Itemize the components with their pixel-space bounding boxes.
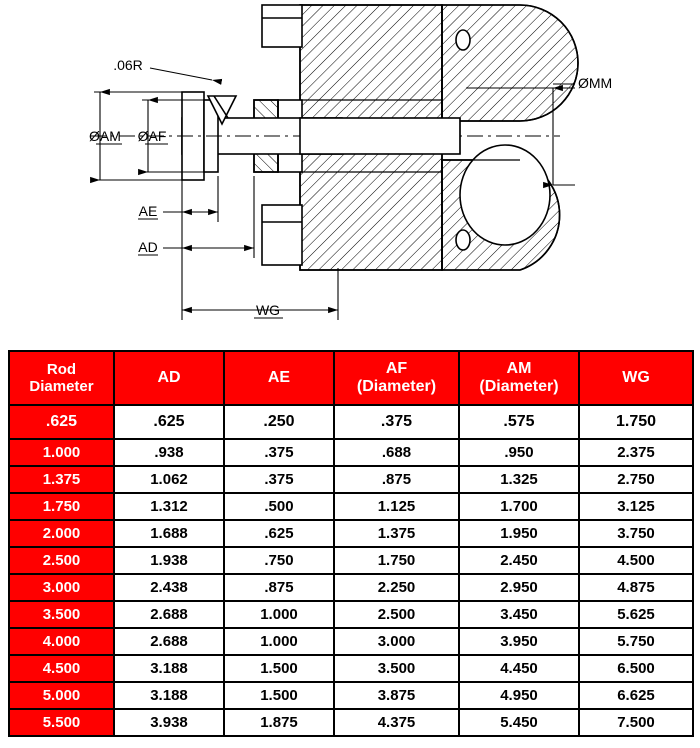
cell-ae: .750 [224,547,334,574]
cell-wg: 3.750 [579,520,693,547]
table-row [9,520,693,547]
cell-wg: 7.500 [579,709,693,736]
cell-ae: 1.500 [224,655,334,682]
cell-ae: .875 [224,574,334,601]
label-radius: .06R [113,57,143,73]
cell-af: 4.375 [334,709,459,736]
cell-wg: 5.625 [579,601,693,628]
cell-am: 2.950 [459,574,579,601]
cell-ad: 1.688 [114,520,224,547]
cell-ae: .375 [224,466,334,493]
cell-wg: 2.750 [579,466,693,493]
cell-ae: 1.000 [224,628,334,655]
label-mm: ØMM [578,75,613,91]
header-rod-diameter-line1: Rod [46,360,77,378]
label-ad: AD [138,239,158,255]
header-am-line2: (Diameter) [479,378,559,395]
cell-ad: 3.188 [114,682,224,709]
cell-am: .575 [459,405,579,439]
cell-am: 1.700 [459,493,579,520]
label-am: ØAM [89,128,121,144]
cell-wg: 5.750 [579,628,693,655]
header-af [334,351,459,405]
cell-wg: 6.625 [579,682,693,709]
cell-ae: 1.875 [224,709,334,736]
cell-wg: 6.500 [579,655,693,682]
cell-ad: 3.938 [114,709,224,736]
cell-rod-diameter: 3.000 [9,574,114,601]
header-rod-diameter-line2: Diameter [29,378,94,395]
table-row [9,682,693,709]
header-af-line1: AF [385,359,408,377]
cell-rod-diameter: 1.750 [9,493,114,520]
header-ae-line1: AE [267,368,291,386]
header-ad-line1: AD [157,368,181,386]
cell-am: 4.950 [459,682,579,709]
cell-rod-diameter: 2.500 [9,547,114,574]
table-row [9,493,693,520]
cell-rod-diameter: 1.375 [9,466,114,493]
cell-ae: .625 [224,520,334,547]
cell-af: .875 [334,466,459,493]
table-row [9,439,693,466]
cell-rod-diameter: 5.000 [9,682,114,709]
cell-ad: 2.688 [114,628,224,655]
cell-am: 4.450 [459,655,579,682]
cell-af: .375 [334,405,459,439]
technical-drawing [0,0,700,345]
cell-wg: 1.750 [579,405,693,439]
spec-table-container [8,350,692,737]
cell-am: 3.950 [459,628,579,655]
header-ae [224,351,334,405]
table-row [9,709,693,736]
cell-ad: 2.438 [114,574,224,601]
header-af-line2: (Diameter) [356,378,437,395]
cell-rod-diameter: 4.500 [9,655,114,682]
label-af: ØAF [137,128,167,144]
cell-af: .688 [334,439,459,466]
cell-ae: 1.500 [224,682,334,709]
cell-am: 3.450 [459,601,579,628]
cell-wg: 4.500 [579,547,693,574]
cell-rod-diameter: 5.500 [9,709,114,736]
cell-af: 1.125 [334,493,459,520]
header-am-line1: AM [506,359,532,377]
cell-wg: 2.375 [579,439,693,466]
table-row [9,628,693,655]
cell-af: 1.750 [334,547,459,574]
cell-af: 3.875 [334,682,459,709]
table-row [9,547,693,574]
cell-rod-diameter: 2.000 [9,520,114,547]
cell-am: .950 [459,439,579,466]
cell-af: 1.375 [334,520,459,547]
table-header [9,351,693,405]
cell-rod-diameter: 3.500 [9,601,114,628]
cell-am: 1.325 [459,466,579,493]
header-wg [579,351,693,405]
cell-af: 2.250 [334,574,459,601]
table-row [9,574,693,601]
table-row [9,466,693,493]
cell-ad: 1.062 [114,466,224,493]
cell-am: 2.450 [459,547,579,574]
cell-ad: 2.688 [114,601,224,628]
cell-ad: 1.938 [114,547,224,574]
cell-wg: 3.125 [579,493,693,520]
cell-ae: 1.000 [224,601,334,628]
cell-am: 5.450 [459,709,579,736]
cell-ae: .500 [224,493,334,520]
table-row [9,405,693,439]
cell-ae: .375 [224,439,334,466]
cell-ad: 3.188 [114,655,224,682]
cell-wg: 4.875 [579,574,693,601]
cell-rod-diameter: 4.000 [9,628,114,655]
label-wg: WG [255,302,281,318]
header-row [9,351,693,405]
cylinder-rod-end-drawing [0,0,700,345]
table-row [9,601,693,628]
rod-dimension-table [8,350,694,737]
table-row [9,655,693,682]
cell-af: 3.500 [334,655,459,682]
cell-af: 3.000 [334,628,459,655]
label-ae: AE [138,203,158,219]
header-ad [114,351,224,405]
cell-ad: .938 [114,439,224,466]
cell-ad: 1.312 [114,493,224,520]
cell-af: 2.500 [334,601,459,628]
cell-ad: .625 [114,405,224,439]
cell-ae: .250 [224,405,334,439]
cell-am: 1.950 [459,520,579,547]
header-wg-line1: WG [622,368,650,386]
cell-rod-diameter: 1.000 [9,439,114,466]
header-am [459,351,579,405]
cell-rod-diameter: .625 [9,405,114,439]
header-rod-diameter [9,351,114,405]
table-body [9,405,693,736]
